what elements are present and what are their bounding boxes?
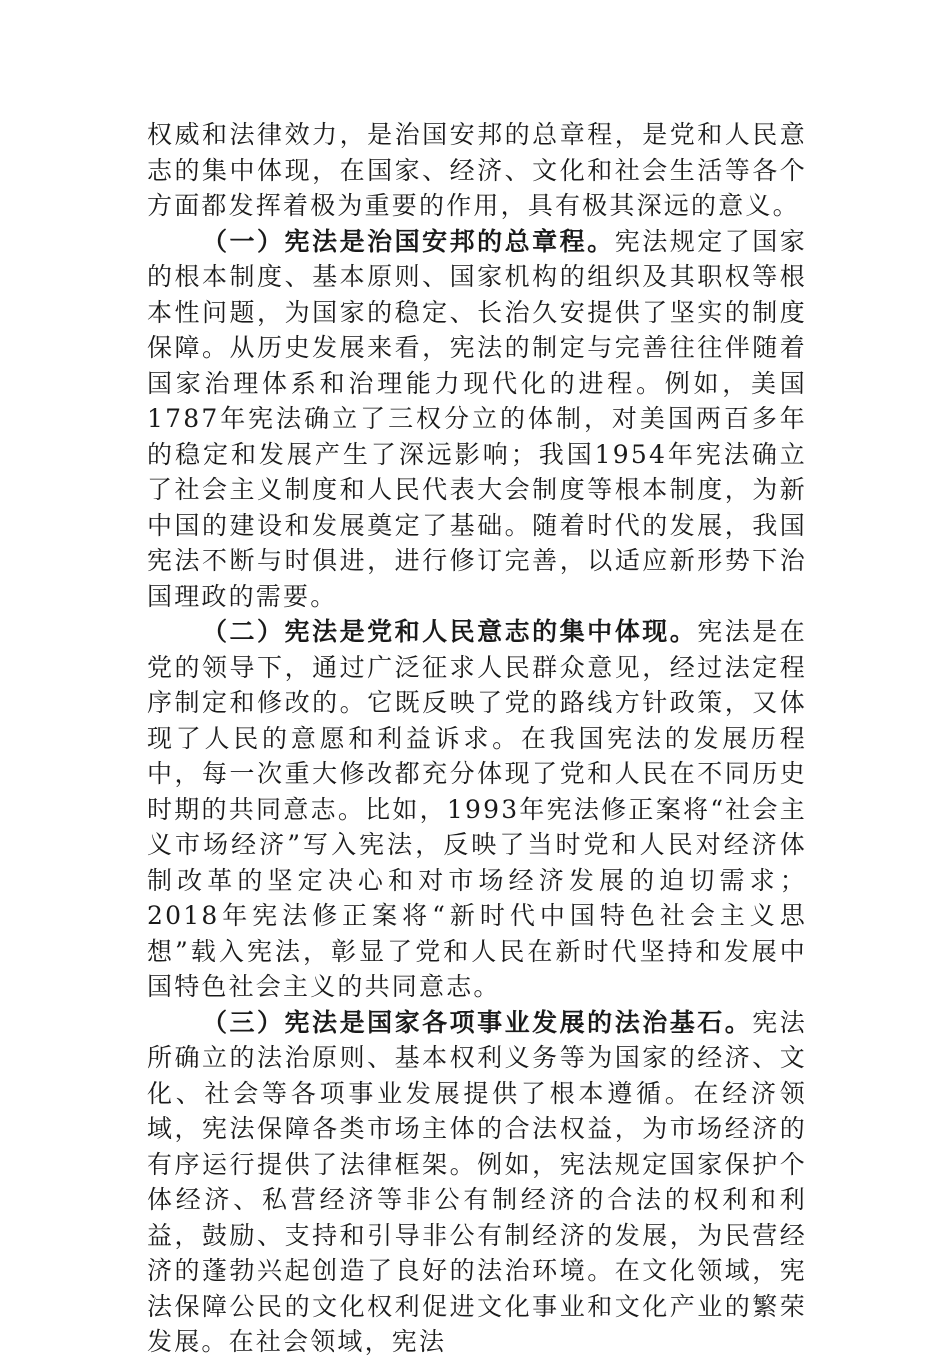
document-page bbox=[147, 117, 807, 1360]
section-heading: （二）宪法是党和人民意志的集中体现。 bbox=[202, 617, 698, 646]
paragraph-section-2 bbox=[147, 614, 807, 1005]
paragraph-text: 宪法规定了国家的根本制度、基本原则、国家机构的组织及其职权等根本性问题，为国家的稳定、长治久安提供了坚实的制度保障。从历史发展来看，宪法的制定与完善往往伴随着国家治理体系和治理能力现代化的进程。例如，美国1787年宪法确立了三权分立的体制，对美国两百多年的稳定和发展产生了深远影响；我国1954年宪法确立了社会主义制度和人民代表大会制度等根本制度，为新中国的建设和发展奠定了基础。随着时代的发展，我国宪法不断与时俱进，进行修订完善，以适应新形势下治国理政的需要。 bbox=[147, 226, 807, 611]
paragraph-section-1 bbox=[147, 224, 807, 615]
section-heading: （一）宪法是治国安邦的总章程。 bbox=[202, 226, 615, 256]
paragraph-section-3 bbox=[147, 1005, 807, 1360]
paragraph-text: 宪法所确立的法治原则、基本权利义务等为国家的经济、文化、社会等各项事业发展提供了根本遵循。在经济领域，宪法保障各类市场主体的合法权益，为市场经济的有序运行提供了法律框架。例如，宪法规定国家保护个体经济、私营经济等非公有制经济的合法的权利和利益，鼓励、支持和引导非公有制经济的发展，为民营经济的蓬勃兴起创造了良好的法治环境。在文化领域，宪法保障公民的文化权利促进文化事业和文化产业的繁荣发展。在社会领域，宪法 bbox=[147, 1007, 807, 1356]
paragraph-text: 权威和法律效力，是治国安邦的总章程，是党和人民意志的集中体现，在国家、经济、文化和社会生活等各个方面都发挥着极为重要的作用，具有极其深远的意义。 bbox=[147, 120, 807, 220]
paragraph-text: 宪法是在党的领导下，通过广泛征求人民群众意见，经过法定程序制定和修改的。它既反映了党的路线方针政策，又体现了人民的意愿和利益诉求。在我国宪法的发展历程中，每一次重大修改都充分体现了党和人民在不同历史时期的共同意志。比如，1993年宪法修正案将“社会主义市场经济”写入宪法，反映了当时党和人民对经济体制改革的坚定决心和对市场经济发展的迫切需求；2018年宪法修正案将“新时代中国特色社会主义思想”载入宪法，彰显了党和人民在新时代坚持和发展中国特色社会主义的共同意志。 bbox=[147, 617, 807, 1001]
paragraph-intro bbox=[147, 117, 807, 224]
section-heading: （三）宪法是国家各项事业发展的法治基石。 bbox=[202, 1007, 753, 1037]
